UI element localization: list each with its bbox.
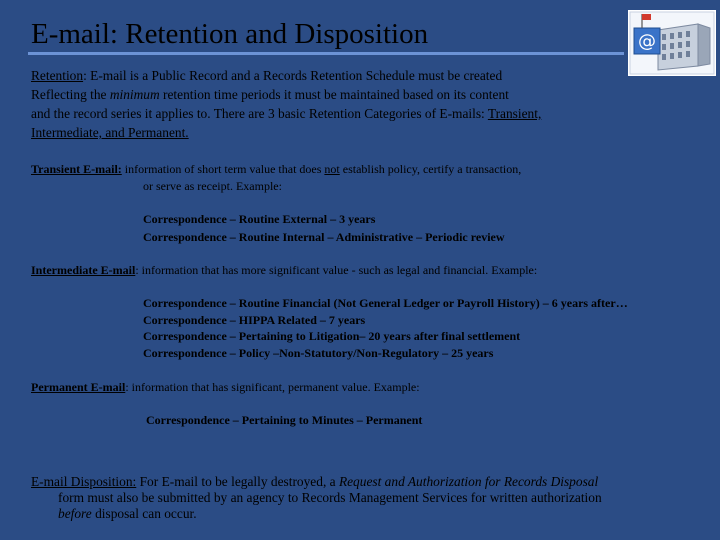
- transient-item-2: Correspondence – Routine Internal – Administrative – Periodic review: [143, 230, 505, 244]
- permanent-label: Permanent E-mail: [31, 380, 126, 394]
- intermediate-item-3: Correspondence – Pertaining to Litigation– 20 years after final settlement: [143, 329, 521, 343]
- retention-line-1: Retention: E-mail is a Public Record and a Records Retention Schedule must be created: [31, 68, 503, 83]
- svg-text:@: @: [638, 31, 656, 52]
- transient-line-1: Transient E-mail: information of short term value that does not establish policy, certify a transaction,: [31, 162, 522, 176]
- retention-line-3: and the record series it applies to. There are 3 basic Retention Categories of E-mails: Transient,: [31, 106, 542, 121]
- intermediate-line: Intermediate E-mail: information that has more significant value - such as legal and financial. Example:: [31, 263, 538, 277]
- title-underline: [28, 52, 624, 55]
- permanent-item-1: Correspondence – Pertaining to Minutes – Permanent: [146, 413, 423, 427]
- disposition-line-2: form must also be submitted by an agency to Records Management Services for written authorization: [58, 490, 602, 505]
- disposition-label: E-mail Disposition:: [31, 474, 137, 489]
- categories-link-2: Intermediate, and Permanent.: [31, 125, 189, 140]
- transient-item-1: Correspondence – Routine External – 3 years: [143, 212, 376, 226]
- intermediate-item-2: Correspondence – HIPPA Related – 7 years: [143, 313, 366, 327]
- retention-label: Retention: [31, 68, 84, 83]
- transient-label: Transient E-mail:: [31, 162, 122, 176]
- disposition-line-3: before disposal can occur.: [58, 506, 197, 521]
- retention-line-2: Reflecting the minimum retention time periods it must be maintained based on its content: [31, 87, 509, 102]
- intermediate-item-4: Correspondence – Policy –Non-Statutory/Non-Regulatory – 25 years: [143, 346, 494, 360]
- transient-line-2: or serve as receipt. Example:: [143, 179, 282, 193]
- intermediate-label: Intermediate E-mail: [31, 263, 136, 277]
- email-server-icon: [628, 10, 716, 76]
- permanent-line: Permanent E-mail: information that has significant, permanent value. Example:: [31, 380, 420, 394]
- page-title: E-mail: Retention and Disposition: [31, 18, 429, 50]
- disposition-line-1: E-mail Disposition: For E-mail to be legally destroyed, a Request and Authorization for Records Disposal: [31, 474, 599, 489]
- categories-link-1: Transient,: [487, 106, 542, 121]
- intermediate-item-1: Correspondence – Routine Financial (Not General Ledger or Payroll History) – 6 years after…: [143, 296, 628, 310]
